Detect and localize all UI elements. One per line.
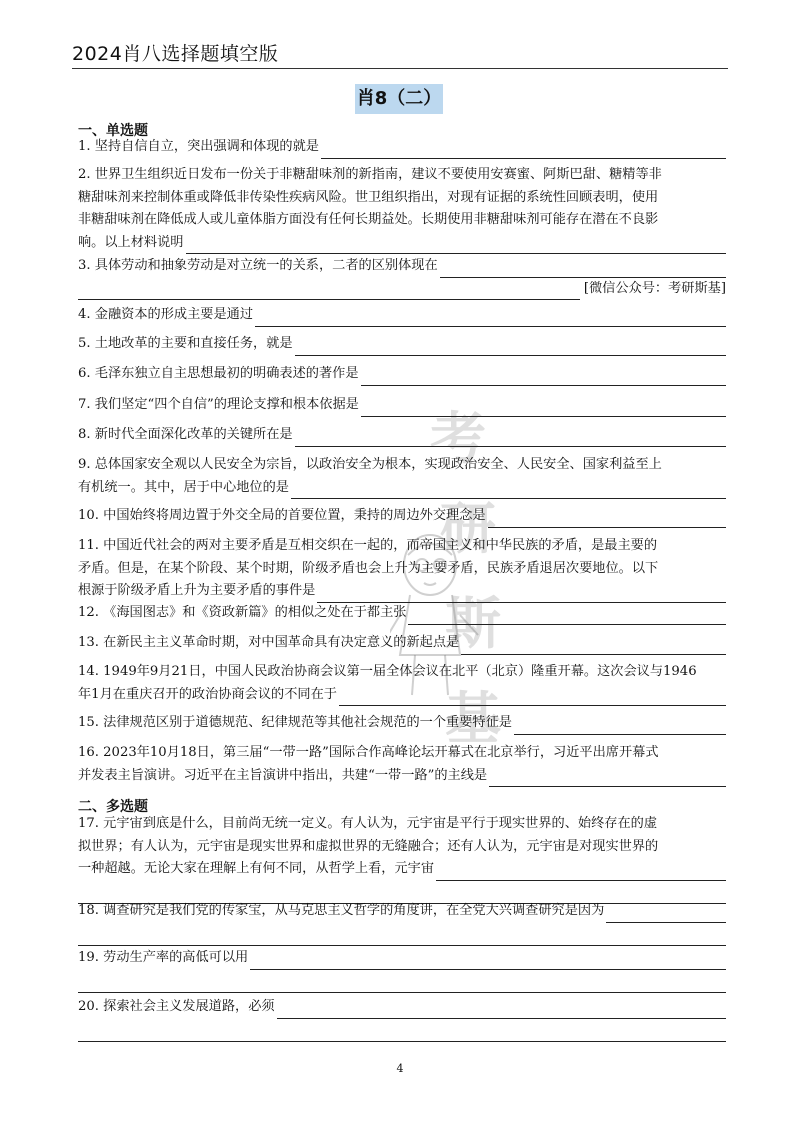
answer-line[interactable] xyxy=(78,970,726,993)
question-text: 10. 中国始终将周边置于外交全局的首要位置，秉持的周边外交理念是 xyxy=(78,508,486,523)
answer-blank[interactable] xyxy=(436,864,726,881)
page-number: 4 xyxy=(396,1062,404,1075)
header-title: 2024肖八选择题填空版 xyxy=(72,43,279,65)
answer-blank[interactable] xyxy=(255,310,726,327)
question-text: 6. 毛泽东独立自主思想最初的明确表述的著作是 xyxy=(78,366,359,381)
answer-line[interactable] xyxy=(78,1019,726,1042)
question-text: 16. 2023年10月18日，第三届“一带一路”国际合作高峰论坛开幕式在北京举行，习近平出席开幕式 xyxy=(78,745,659,760)
answer-blank[interactable] xyxy=(408,608,726,625)
question-10 xyxy=(78,505,726,528)
answer-blank[interactable] xyxy=(78,283,580,300)
answer-blank[interactable] xyxy=(339,689,726,706)
question-text: 响。以上材料说明 xyxy=(78,234,184,250)
question-text: 1. 坚持自信自立，突出强调和体现的就是 xyxy=(78,139,319,154)
answer-blank[interactable] xyxy=(514,718,726,735)
answer-blank[interactable] xyxy=(321,142,726,159)
answer-blank[interactable] xyxy=(461,638,726,655)
question-text: 矛盾。但是，在某个阶段、某个时期，阶级矛盾也会上升为主要矛盾，民族矛盾退居次要地位。以下 xyxy=(78,560,659,576)
answer-blank[interactable] xyxy=(186,237,727,254)
question-text: 4. 金融资本的形成主要是通过 xyxy=(78,307,254,322)
question-text: 有机统一。其中，居于中心地位的是 xyxy=(78,479,289,495)
answer-blank[interactable] xyxy=(250,953,726,970)
question-11 xyxy=(78,535,726,603)
question-text: 一种超越。无论大家在理解上有何不同，从哲学上看，元宇宙 xyxy=(78,861,435,876)
source-tag: [微信公众号：考研斯基] xyxy=(583,280,726,296)
answer-blank[interactable] xyxy=(606,906,726,923)
answer-blank[interactable] xyxy=(361,400,726,417)
question-text: 19. 劳动生产率的高低可以用 xyxy=(78,950,249,965)
question-20 xyxy=(78,996,726,1042)
watermark-char: 研 xyxy=(440,496,496,562)
question-text: 12. 《海国图志》和《资政新篇》的相似之处在于都主张 xyxy=(78,605,407,620)
question-text: 糖甜味剂来控制体重或降低非传染性疾病风险。世卫组织指出，对现有证据的系统性回顾表明，使用 xyxy=(78,189,659,205)
question-18 xyxy=(78,900,726,946)
question-text: 20. 探索社会主义发展道路，必须 xyxy=(78,999,275,1014)
answer-blank[interactable] xyxy=(489,770,726,787)
question-19 xyxy=(78,947,726,993)
answer-line[interactable] xyxy=(78,923,726,946)
answer-blank[interactable] xyxy=(277,1002,726,1019)
answer-blank[interactable] xyxy=(295,430,726,447)
question-text: 年1月在重庆召开的政治协商会议的不同在于 xyxy=(78,686,337,702)
question-16 xyxy=(78,742,726,787)
question-5 xyxy=(78,333,726,356)
watermark-char: 基 xyxy=(445,686,501,752)
answer-blank[interactable] xyxy=(361,369,726,386)
question-14 xyxy=(78,661,726,706)
question-3 xyxy=(78,255,726,300)
watermark-char: 斯 xyxy=(445,591,501,657)
question-text: 14. 1949年9月21日，中国人民政治协商会议第一届全体会议在北平（北京）隆重开幕。这次会议与1946 xyxy=(78,664,697,679)
question-text: 并发表主旨演讲。习近平在主旨演讲中指出，共建“一带一路”的主线是 xyxy=(78,767,488,783)
question-text: 3. 具体劳动和抽象劳动是对立统一的关系，二者的区别体现在 xyxy=(78,258,438,273)
question-8 xyxy=(78,424,726,447)
section-heading-multi: 二、多选题 xyxy=(78,799,148,815)
question-text: 9. 总体国家安全观以人民安全为宗旨，以政治安全为根本，实现政治安全、人民安全、国家利益至上 xyxy=(78,457,662,472)
question-13 xyxy=(78,632,726,655)
question-6 xyxy=(78,363,726,386)
section-heading-single: 一、单选题 xyxy=(78,123,148,139)
question-text: 2. 世界卫生组织近日发布一份关于非糖甜味剂的新指南，建议不要使用安赛蜜、阿斯巴甜、糖精等非 xyxy=(78,167,662,182)
question-text: 非糖甜味剂在降低成人或儿童体脂方面没有任何长期益处。长期使用非糖甜味剂可能存在潜在不良影 xyxy=(78,212,659,227)
answer-blank[interactable] xyxy=(295,339,726,356)
answer-blank[interactable] xyxy=(317,586,726,603)
question-text: 13. 在新民主主义革命时期，对中国革命具有决定意义的新起点是 xyxy=(78,635,460,650)
answer-blank[interactable] xyxy=(291,482,726,499)
page-header xyxy=(72,42,728,69)
answer-blank[interactable] xyxy=(440,261,726,278)
question-7 xyxy=(78,394,726,417)
question-text: 11. 中国近代社会的两对主要矛盾是互相交织在一起的，而帝国主义和中华民族的矛盾，是最主要的 xyxy=(78,538,658,553)
question-15 xyxy=(78,712,726,735)
question-text: 18. 调查研究是我们党的传家宝，从马克思主义哲学的角度讲，在全党大兴调查研究是因为 xyxy=(78,903,605,918)
question-text: 根源于阶级矛盾上升为主要矛盾的事件是 xyxy=(78,583,316,598)
question-text: 17. 元宇宙到底是什么，目前尚无统一定义。有人认为，元宇宙是平行于现实世界的、始终存在的虚 xyxy=(78,816,658,831)
question-text: 15. 法律规范区别于道德规范、纪律规范等其他社会规范的一个重要特征是 xyxy=(78,715,512,730)
watermark-char: 考 xyxy=(430,406,486,472)
question-1 xyxy=(78,136,726,159)
question-9 xyxy=(78,454,726,499)
question-text: 7. 我们坚定“四个自信”的理论支撑和根本依据是 xyxy=(78,397,359,412)
question-text: 拟世界；有人认为，元宇宙是现实世界和虚拟世界的无缝融合；还有人认为，元宇宙是对现实世界的 xyxy=(78,838,659,854)
question-4 xyxy=(78,304,726,327)
section-title-box: 肖8（二） xyxy=(355,84,443,114)
question-2 xyxy=(78,164,726,254)
question-17 xyxy=(78,813,726,904)
answer-blank[interactable] xyxy=(488,511,726,528)
question-text: 8. 新时代全面深化改革的关键所在是 xyxy=(78,427,293,442)
question-12 xyxy=(78,602,726,625)
question-text: 5. 土地改革的主要和直接任务，就是 xyxy=(78,336,293,351)
